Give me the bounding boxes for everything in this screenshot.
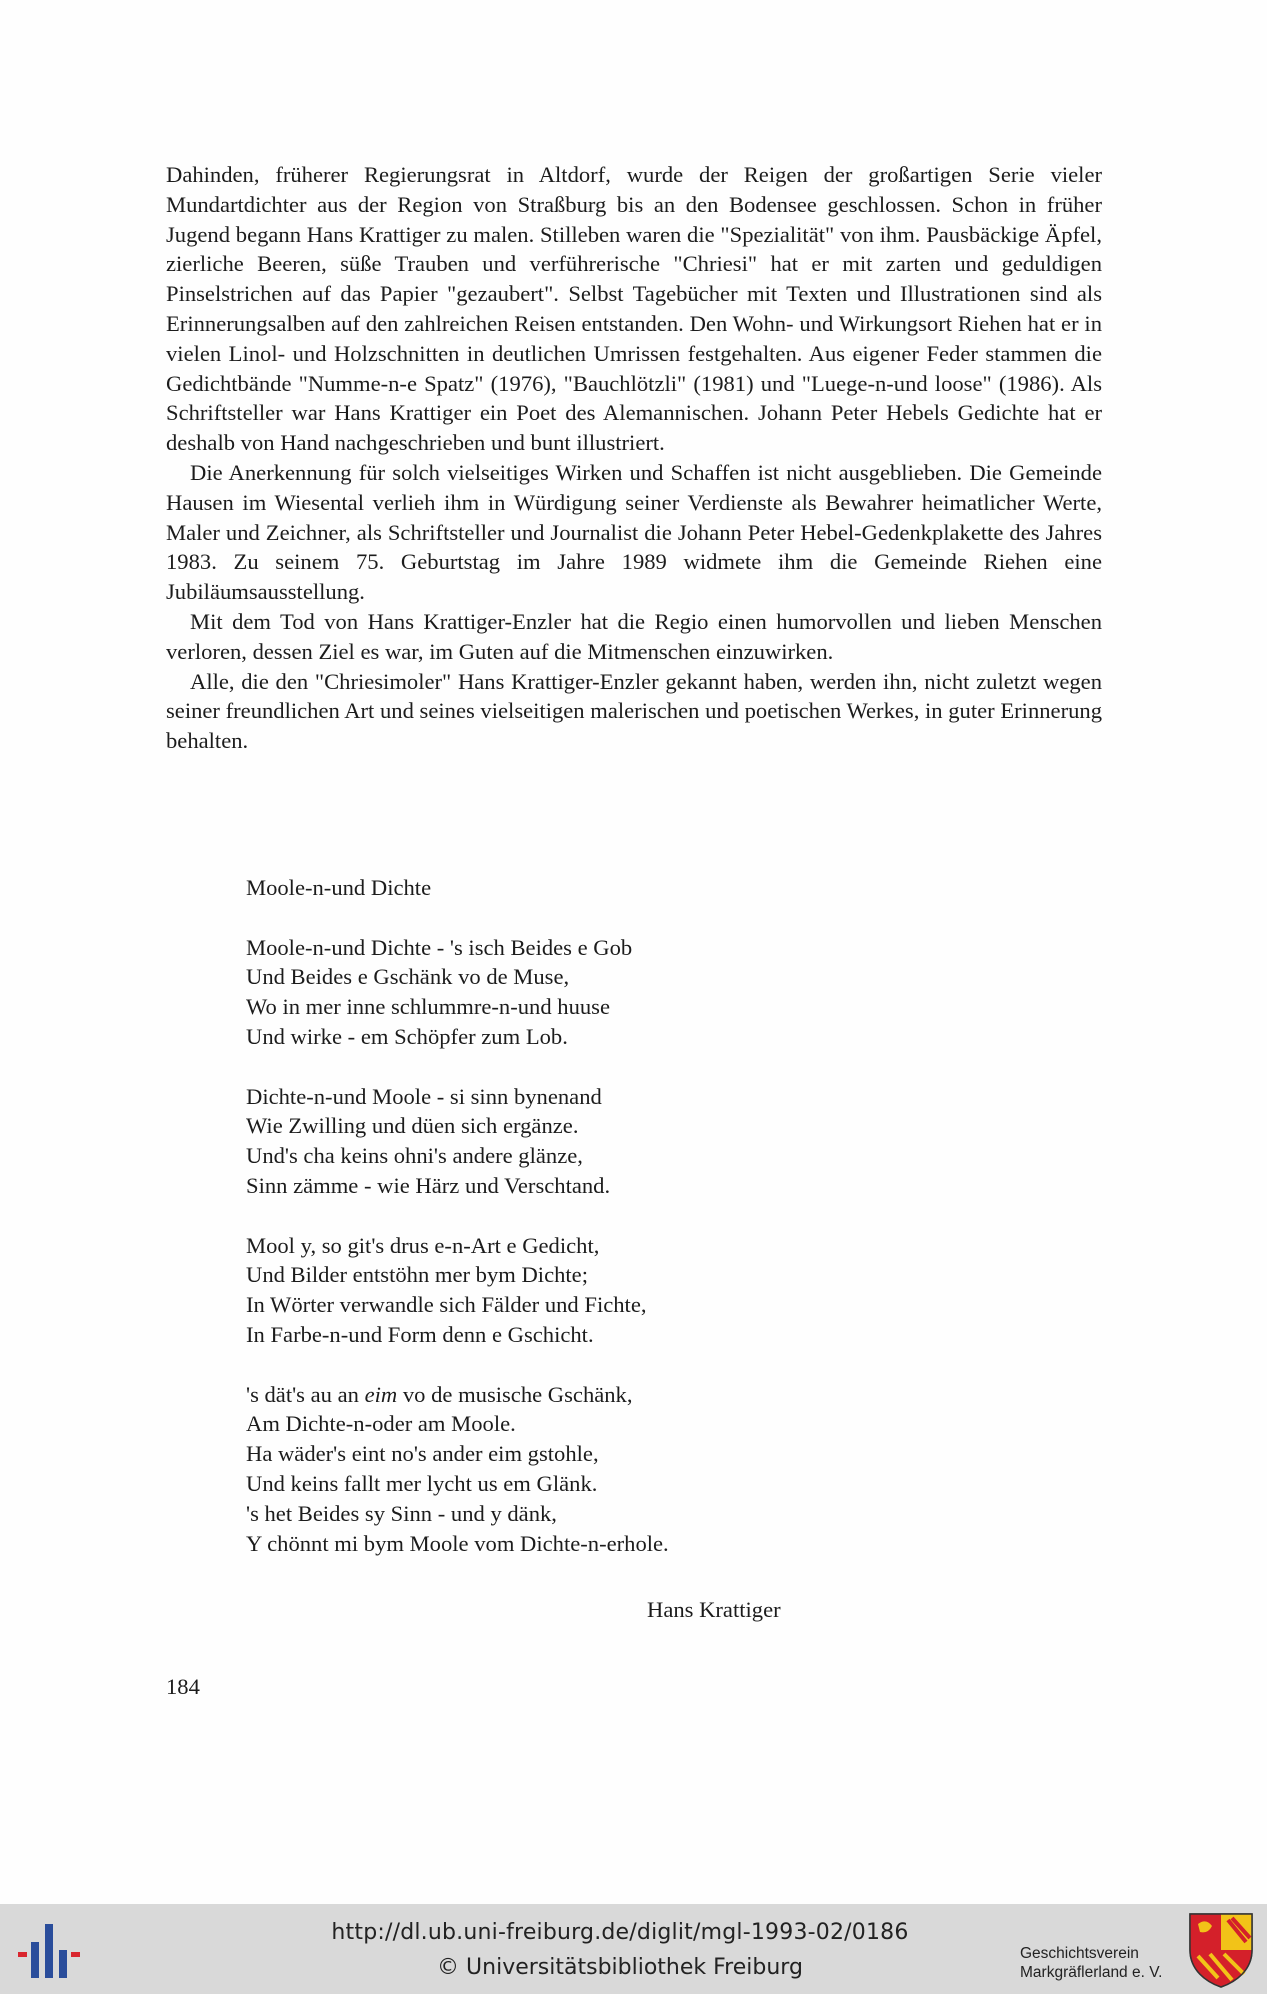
permalink-link[interactable]: http://dl.ub.uni-freiburg.de/diglit/mgl-1993-02/0186 <box>331 1920 909 1945</box>
poem-author: Hans Krattiger <box>647 1597 781 1622</box>
poem-line: In Farbe-n-und Form denn e Gschicht. <box>246 1321 594 1347</box>
poem-line: Y chönnt mi bym Moole vom Dichte-n-erhole. <box>246 1530 669 1556</box>
poem-line: Moole-n-und Dichte - 's isch Beides e Gob <box>246 934 633 960</box>
poem-line: Und Beides e Gschänk vo de Muse, <box>246 964 570 990</box>
poem-line-end: vo de musische Gschänk, <box>397 1381 633 1407</box>
poem-stanza <box>246 1380 846 1559</box>
poem-line: 's het Beides sy Sinn - und y dänk, <box>246 1500 557 1526</box>
organization-name <box>1020 1944 1180 1982</box>
poem-stanza <box>246 1082 846 1201</box>
poem-line: Und wirke - em Schöpfer zum Lob. <box>246 1023 568 1049</box>
library-logo-icon <box>18 1922 80 1978</box>
poem-title: Moole-n-und Dichte <box>246 875 432 900</box>
coat-of-arms-icon <box>1188 1912 1254 1988</box>
poem-line: Am Dichte-n-oder am Moole. <box>246 1411 516 1437</box>
poem-line: Dichte-n-und Moole - si sinn bynenand <box>246 1083 602 1109</box>
poem-line: Wie Zwilling und düen sich ergänze. <box>246 1113 579 1139</box>
poem-line: In Wörter verwandle sich Fälder und Fichte, <box>246 1292 647 1318</box>
paragraph: Mit dem Tod von Hans Krattiger-Enzler hat die Regio einen humorvollen und lieben Menschen verloren, dessen Ziel es war, im Guten auf die Mitmenschen einzuwirken. <box>166 608 1102 664</box>
organization-name-line: Markgräflerland e. V. <box>1020 1964 1163 1981</box>
paragraph: Dahinden, früherer Regierungsrat in Altdorf, wurde der Reigen der großartigen Serie vieler Mundartdichter aus der Region von Straßburg bis an den Bodensee geschlossen. Schon in früher Jugend begann Hans Krattiger zu malen. Stilleben waren die "Spezialität" von ihm. Pausbäckige Äpfel, zierliche Beeren, süße Trauben und verführerische "Chriesi" hat er mit zarten und geduldigen Pinselstrichen auf das Papier "gezaubert". Selbst Tagebücher mit Texten und Illustrationen sind als Erinnerungsalben auf den zahlreichen Reisen entstanden. Den Wohn- und Wirkungsort Riehen hat er in vielen Linol- und Holzschnitten in deutlichen Umrissen festgehalten. Aus eigener Feder stammen die Gedichtbände "Numme-n-e Spatz" (1976), "Bauchlötzli" (1981) und "Luege-n-und loose" (1986). Als Schriftsteller war Hans Krattiger ein Poet des Alemannischen. Johann Peter Hebels Gedichte hat er deshalb von Hand nachgeschrieben und bunt illustriert. <box>166 162 1102 456</box>
poem-line: Sinn zämme - wie Härz und Verschtand. <box>246 1172 611 1198</box>
poem-stanza <box>246 1231 846 1350</box>
paragraph: Die Anerkennung für solch vielseitiges Wirken und Schaffen ist nicht ausgeblieben. Die Gemeinde Hausen im Wiesental verlieh ihm in Würdigung seiner Verdienste als Bewahrer heimatlicher Werte, Maler und Zeichner, als Schriftsteller und Journalist die Johann Peter Hebel-Gedenkplakette des Jahres 1983. Zu seinem 75. Geburtstag im Jahre 1989 widmete ihm die Gemeinde Riehen eine Jubiläumsausstellung. <box>166 459 1102 605</box>
article-body <box>166 160 1102 756</box>
poem-line: Und Bilder entstöhn mer bym Dichte; <box>246 1262 588 1288</box>
poem-line <box>246 1380 846 1410</box>
poem-line: Und's cha keins ohni's andere glänze, <box>246 1143 583 1169</box>
poem-stanza <box>246 933 846 1052</box>
poem-line: Und keins fallt mer lycht us em Glänk. <box>246 1470 598 1496</box>
page-number: 184 <box>166 1674 200 1699</box>
copyright-notice: © Universitätsbibliothek Freiburg <box>437 1955 803 1980</box>
poem-line: Ha wäder's eint no's ander eim gstohle, <box>246 1441 599 1467</box>
poem <box>246 873 846 1588</box>
poem-line-emphasis: eim <box>364 1381 398 1407</box>
poem-line: Wo in mer inne schlummre-n-und huuse <box>246 994 610 1020</box>
poem-line: Mool y, so git's drus e-n-Art e Gedicht, <box>246 1232 600 1258</box>
footer-bar <box>0 1904 1267 1994</box>
organization-name-line: Geschichtsverein <box>1020 1945 1139 1962</box>
poem-line-start: 's dät's au an <box>246 1381 365 1407</box>
paragraph: Alle, die den "Chriesimoler" Hans Krattiger-Enzler gekannt haben, werden ihn, nicht zuletzt wegen seiner freundlichen Art und seines vielseitigen malerischen und poetischen Werkes, in guter Erinnerung behalten. <box>166 668 1102 754</box>
